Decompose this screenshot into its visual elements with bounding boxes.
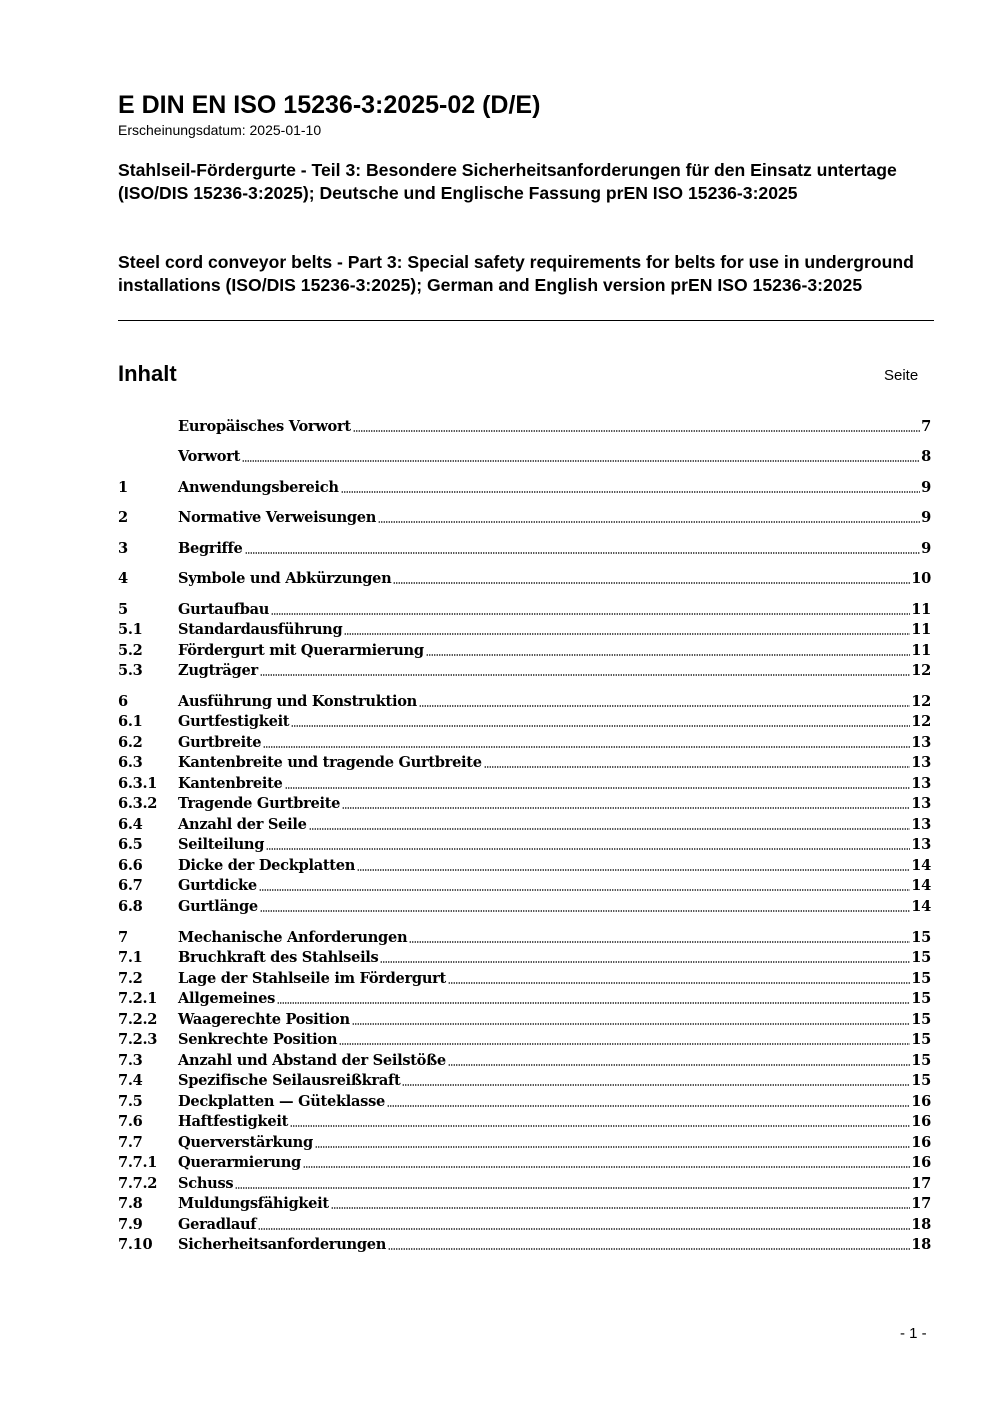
toc-entry-title: Anwendungsbereich [178, 479, 339, 496]
toc-entry[interactable] [118, 815, 931, 835]
toc-entry-title: Allgemeines [178, 990, 275, 1007]
toc-entry-page: 15 [911, 1031, 931, 1048]
toc-entry-page: 14 [911, 898, 931, 915]
toc-entry-number: 6.7 [118, 877, 143, 894]
toc-entry-title: Spezifische Seilausreißkraft [178, 1072, 401, 1089]
toc-entry[interactable] [118, 989, 931, 1009]
toc-entry[interactable] [118, 897, 931, 917]
toc-leader-dots [245, 551, 921, 555]
toc-entry-title: Standardausführung [178, 621, 343, 638]
toc-leader-dots [315, 1145, 910, 1149]
toc-entry-page: 15 [911, 990, 931, 1007]
toc-entry[interactable] [118, 1133, 931, 1153]
toc-entry-number: 5.3 [118, 662, 143, 679]
toc-leader-dots [357, 868, 910, 872]
toc-leader-dots [402, 1083, 910, 1087]
toc-leader-dots [260, 909, 910, 913]
toc-entry[interactable] [118, 692, 931, 712]
toc-entry-number: 7.9 [118, 1216, 143, 1233]
toc-leader-dots [271, 612, 910, 616]
toc-leader-dots [235, 1186, 910, 1190]
toc-page-heading: Seite [884, 367, 919, 384]
toc-leader-dots [263, 745, 910, 749]
toc-entry-page: 16 [911, 1134, 931, 1151]
toc-entry[interactable] [118, 1235, 931, 1255]
toc-entry[interactable] [118, 661, 931, 681]
toc-entry-number: 6.3 [118, 754, 143, 771]
toc-leader-dots [378, 520, 920, 524]
toc-entry[interactable] [118, 539, 931, 559]
toc-entry-page: 18 [911, 1216, 931, 1233]
toc-entry-title: Mechanische Anforderungen [178, 929, 408, 946]
toc-entry-number: 7.2.1 [118, 990, 158, 1007]
toc-entry[interactable] [118, 928, 931, 948]
toc-entry-title: Symbole und Abkürzungen [178, 570, 392, 587]
toc-entry-title: Vorwort [178, 448, 241, 465]
toc-leader-dots [266, 847, 910, 851]
toc-entry-title: Deckplatten — Güteklasse [178, 1093, 386, 1110]
toc-entry-title: Dicke der Deckplatten [178, 857, 356, 874]
toc-entry-number: 1 [118, 479, 128, 496]
toc-leader-dots [380, 960, 910, 964]
toc-entry[interactable] [118, 478, 931, 498]
toc-entry-number: 3 [118, 540, 128, 557]
toc-entry-title: Normative Verweisungen [178, 509, 377, 526]
toc-leader-dots [260, 673, 910, 677]
toc-entry-page: 13 [911, 836, 931, 853]
toc-entry[interactable] [118, 753, 931, 773]
toc-entry-page: 16 [911, 1154, 931, 1171]
issue-date: Erscheinungsdatum: 2025-01-10 [118, 122, 322, 138]
toc-leader-dots [448, 981, 910, 985]
toc-entry-number: 7.4 [118, 1072, 143, 1089]
toc-entry-page: 11 [911, 601, 931, 618]
toc-entry-number: 6.8 [118, 898, 143, 915]
toc-entry[interactable] [118, 1092, 931, 1112]
toc-leader-dots [291, 724, 910, 728]
toc-entry-title: Bruchkraft des Stahlseils [178, 949, 379, 966]
toc-entry[interactable] [118, 1194, 931, 1214]
toc-entry-number: 6.5 [118, 836, 143, 853]
toc-entry[interactable] [118, 948, 931, 968]
toc-entry-title: Anzahl der Seile [178, 816, 307, 833]
toc-entry-title: Muldungsfähigkeit [178, 1195, 329, 1212]
toc-leader-dots [285, 786, 911, 790]
toc-entry-title: Ausführung und Konstruktion [178, 693, 417, 710]
toc-entry-page: 18 [911, 1236, 931, 1253]
toc-entry-number: 7.2.3 [118, 1031, 158, 1048]
toc-leader-dots [409, 940, 910, 944]
toc-leader-dots [426, 653, 911, 657]
toc-entry-page: 16 [911, 1113, 931, 1130]
toc-entry-number: 5.2 [118, 642, 143, 659]
toc-leader-dots [290, 1124, 910, 1128]
toc-leader-dots [352, 1022, 910, 1026]
toc-entry-page: 17 [911, 1175, 931, 1192]
toc-entry[interactable] [118, 876, 931, 896]
toc-leader-dots [393, 581, 910, 585]
toc-entry-title: Gurtdicke [178, 877, 257, 894]
toc-leader-dots [419, 704, 910, 708]
toc-leader-dots [339, 1042, 910, 1046]
toc-entry[interactable] [118, 774, 931, 794]
toc-entry-number: 6.6 [118, 857, 143, 874]
toc-entry-page: 13 [911, 795, 931, 812]
toc-entry-number: 5.1 [118, 621, 143, 638]
toc-entry[interactable] [118, 733, 931, 753]
toc-entry-page: 15 [911, 949, 931, 966]
toc-leader-dots [353, 429, 920, 433]
english-title: Steel cord conveyor belts - Part 3: Special safety requirements for belts for use in underground installations (ISO/DIS 15236-3:2025); German and English version prEN ISO 15236-3:2025 [118, 252, 914, 295]
toc-leader-dots [258, 1227, 910, 1231]
toc-entry-title: Fördergurt mit Querarmierung [178, 642, 424, 659]
toc-entry[interactable] [118, 1174, 931, 1194]
toc-leader-dots [342, 806, 910, 810]
toc-entry-title: Querarmierung [178, 1154, 301, 1171]
toc-entry[interactable] [118, 1030, 931, 1050]
german-title: Stahlseil-Fördergurte - Teil 3: Besondere Sicherheitsanforderungen für den Einsatz untertage (ISO/DIS 15236-3:2025); Deutsche und Englische Fassung prEN ISO 15236-3:2025 [118, 160, 897, 203]
toc-entry-page: 16 [911, 1093, 931, 1110]
toc-entry-title: Zugträger [178, 662, 258, 679]
toc-entry-page: 15 [911, 1072, 931, 1089]
toc-entry[interactable] [118, 1051, 931, 1071]
toc-entry-title: Kantenbreite und tragende Gurtbreite [178, 754, 482, 771]
toc-entry-title: Kantenbreite [178, 775, 283, 792]
toc-entry[interactable] [118, 641, 931, 661]
toc-entry-page: 14 [911, 857, 931, 874]
toc-leader-dots [448, 1063, 910, 1067]
toc-leader-dots [259, 888, 910, 892]
toc-entry-page: 15 [911, 1052, 931, 1069]
toc-entry[interactable] [118, 1071, 931, 1091]
toc-entry-title: Senkrechte Position [178, 1031, 338, 1048]
toc-entry-page: 12 [911, 662, 931, 679]
toc-leader-dots [387, 1104, 910, 1108]
toc-entry-number: 7 [118, 929, 128, 946]
toc-entry-number: 6.2 [118, 734, 143, 751]
toc-entry-page: 12 [911, 713, 931, 730]
toc-entry-number: 6.3.1 [118, 775, 158, 792]
toc-entry-title: Gurtaufbau [178, 601, 270, 618]
toc-entry-title: Tragende Gurtbreite [178, 795, 341, 812]
toc-entry[interactable] [118, 1112, 931, 1132]
toc-entry-title: Querverstärkung [178, 1134, 313, 1151]
toc-entry-number: 7.2 [118, 970, 143, 987]
toc-entry[interactable] [118, 447, 931, 467]
document-number: E DIN EN ISO 15236-3:2025-02 (D/E) [118, 91, 541, 119]
toc-entry-title: Schuss [178, 1175, 234, 1192]
toc-entry-number: 2 [118, 509, 128, 526]
toc-entry-title: Europäisches Vorwort [178, 418, 351, 435]
toc-entry-number: 7.8 [118, 1195, 143, 1212]
toc-entry[interactable] [118, 794, 931, 814]
toc-entry-page: 13 [911, 775, 931, 792]
toc-entry-number: 4 [118, 570, 128, 587]
toc-entry-number: 6.1 [118, 713, 143, 730]
toc-entry-title: Sicherheitsanforderungen [178, 1236, 387, 1253]
toc-entry-page: 13 [911, 734, 931, 751]
toc-entry-page: 14 [911, 877, 931, 894]
toc-entry[interactable] [118, 569, 931, 589]
toc-entry-title: Gurtbreite [178, 734, 262, 751]
toc-entry-number: 5 [118, 601, 128, 618]
toc-entry-title: Anzahl und Abstand der Seilstöße [178, 1052, 446, 1069]
toc-leader-dots [331, 1206, 910, 1210]
toc-leader-dots [242, 459, 920, 463]
toc-leader-dots [344, 632, 910, 636]
toc-entry[interactable] [118, 712, 931, 732]
toc-leader-dots [277, 1001, 910, 1005]
toc-entry-page: 13 [911, 754, 931, 771]
toc-entry[interactable] [118, 835, 931, 855]
toc-entry-number: 7.7.2 [118, 1175, 158, 1192]
toc-leader-dots [309, 827, 911, 831]
table-of-contents [118, 0, 931, 1300]
toc-entry-page: 8 [921, 448, 931, 465]
toc-entry-title: Seilteilung [178, 836, 265, 853]
toc-entry-number: 7.2.2 [118, 1011, 158, 1028]
toc-entry[interactable] [118, 620, 931, 640]
toc-entry-number: 7.10 [118, 1236, 153, 1253]
toc-entry-page: 11 [911, 642, 931, 659]
toc-entry-title: Lage der Stahlseile im Fördergurt [178, 970, 446, 987]
toc-entry-page: 9 [921, 509, 931, 526]
toc-entry-title: Begriffe [178, 540, 243, 557]
toc-entry-page: 13 [911, 816, 931, 833]
toc-entry-number: 7.7.1 [118, 1154, 158, 1171]
toc-entry-number: 7.1 [118, 949, 143, 966]
toc-leader-dots [484, 765, 911, 769]
toc-entry-page: 15 [911, 929, 931, 946]
toc-entry-title: Geradlauf [178, 1216, 257, 1233]
toc-entry-page: 15 [911, 970, 931, 987]
toc-entry[interactable] [118, 1215, 931, 1235]
toc-entry-page: 10 [911, 570, 931, 587]
toc-entry-page: 9 [921, 540, 931, 557]
toc-entry-number: 7.6 [118, 1113, 143, 1130]
toc-entry-title: Haftfestigkeit [178, 1113, 289, 1130]
toc-entry-number: 7.5 [118, 1093, 143, 1110]
toc-entry-page: 7 [921, 418, 931, 435]
toc-entry-page: 15 [911, 1011, 931, 1028]
toc-entry-number: 6.3.2 [118, 795, 158, 812]
toc-entry-number: 6 [118, 693, 128, 710]
toc-entry[interactable] [118, 1010, 931, 1030]
toc-entry-number: 7.3 [118, 1052, 143, 1069]
toc-entry-page: 9 [921, 479, 931, 496]
toc-entry-title: Gurtlänge [178, 898, 258, 915]
toc-entry-title: Waagerechte Position [178, 1011, 350, 1028]
toc-entry[interactable] [118, 856, 931, 876]
page-number: - 1 - [900, 1325, 927, 1342]
toc-entry-number: 7.7 [118, 1134, 143, 1151]
toc-entry[interactable] [118, 417, 931, 437]
toc-entry[interactable] [118, 600, 931, 620]
toc-entry-page: 12 [911, 693, 931, 710]
toc-entry-page: 11 [911, 621, 931, 638]
toc-leader-dots [388, 1247, 910, 1251]
toc-heading: Inhalt [118, 361, 177, 386]
toc-entry[interactable] [118, 1153, 931, 1173]
toc-entry[interactable] [118, 508, 931, 528]
toc-leader-dots [341, 490, 921, 494]
toc-entry-number: 6.4 [118, 816, 143, 833]
toc-entry-page: 17 [911, 1195, 931, 1212]
toc-entry-title: Gurtfestigkeit [178, 713, 290, 730]
toc-entry[interactable] [118, 969, 931, 989]
toc-leader-dots [303, 1165, 910, 1169]
